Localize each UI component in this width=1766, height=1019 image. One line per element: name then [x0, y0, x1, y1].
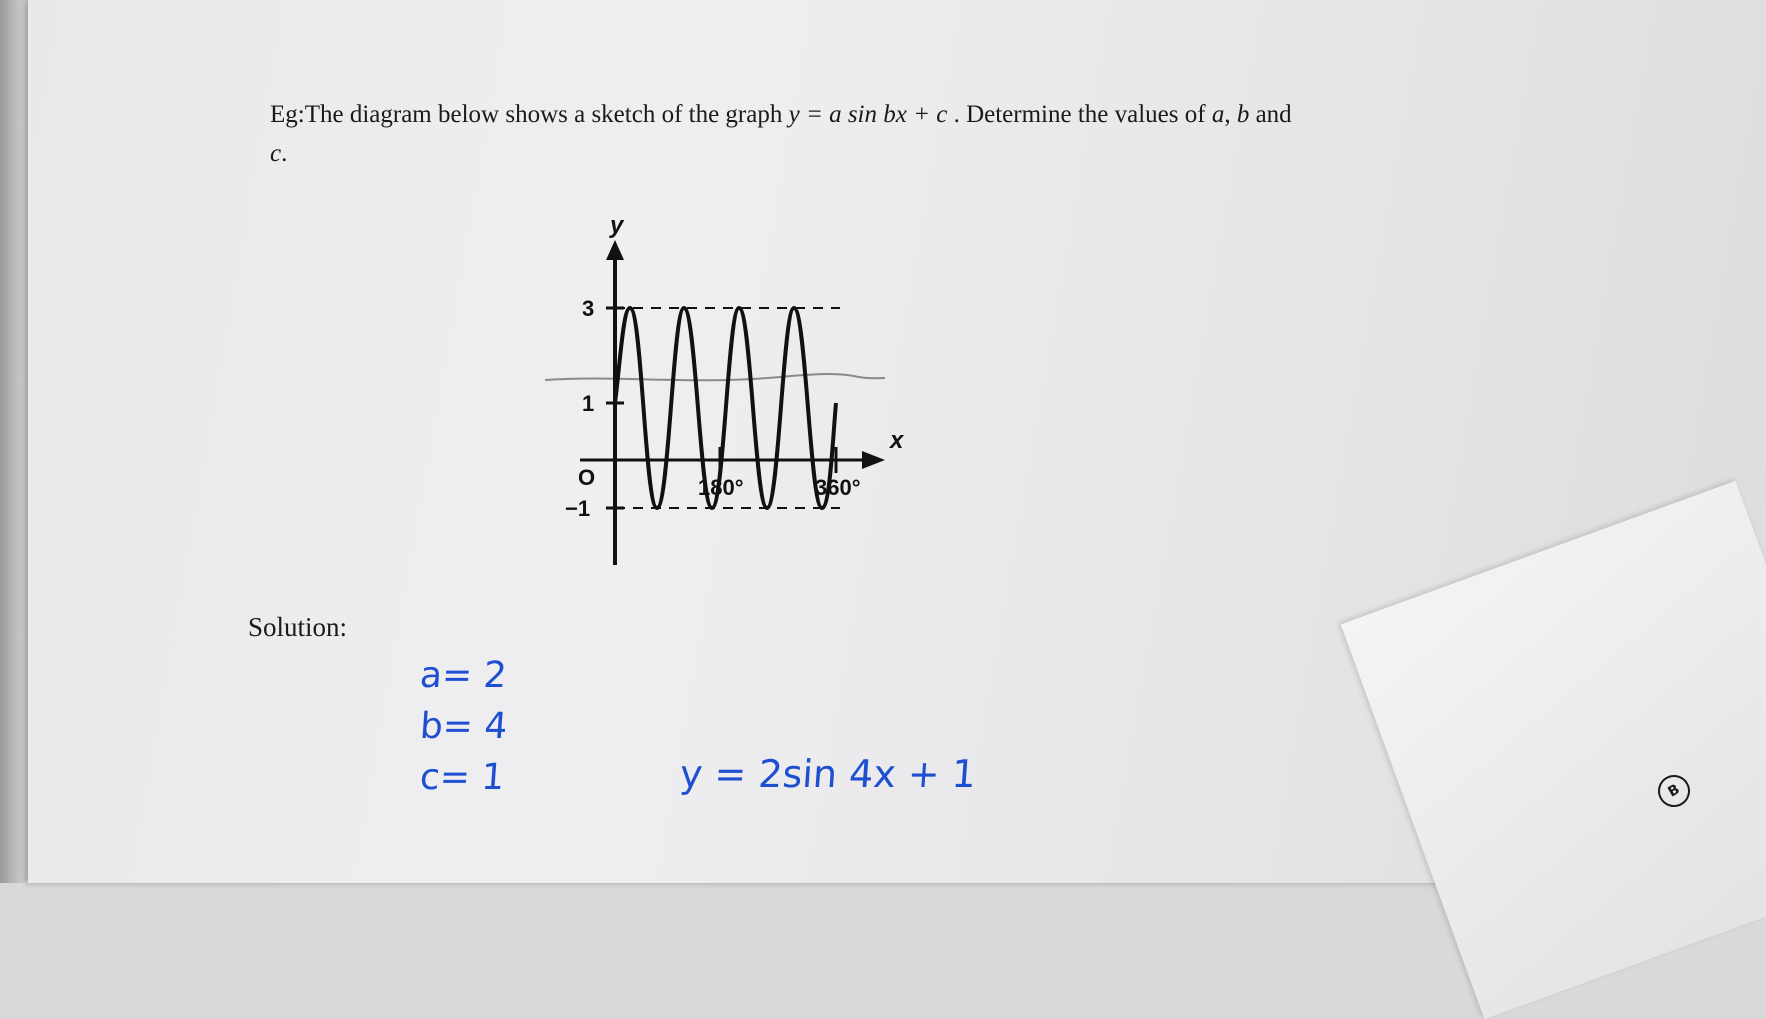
- solution-label: Solution:: [248, 612, 348, 642]
- y-axis-arrow-icon: [606, 240, 624, 260]
- handwritten-final-equation: y = 2sin 4x + 1: [678, 752, 978, 796]
- question-lead: Eg:The diagram below shows a sketch of the graph: [270, 101, 789, 128]
- question-text: [270, 96, 1600, 174]
- handwritten-b-value: b= 4: [418, 706, 509, 747]
- question-and: and: [1249, 101, 1292, 128]
- handwritten-a-value: a= 2: [418, 655, 509, 696]
- origin-label: O: [578, 465, 596, 490]
- tick-label-3: 3: [582, 296, 595, 321]
- question-var-a: a: [1211, 101, 1225, 128]
- y-axis-label: y: [610, 215, 624, 239]
- handwritten-c-value: c= 1: [418, 757, 506, 798]
- x-axis-label: x: [890, 427, 904, 454]
- tick-label-neg1: −1: [565, 496, 591, 521]
- question-tail: . Determine the values of: [947, 101, 1212, 128]
- corner-stamp-icon: B: [1652, 769, 1696, 813]
- pencil-midline: [545, 374, 885, 380]
- x-axis-arrow-icon: [862, 451, 885, 469]
- question-sep: ,: [1224, 101, 1237, 128]
- question-equation: y = a sin bx + c: [788, 101, 948, 128]
- question-var-b: b: [1236, 101, 1250, 128]
- question-end: .: [281, 139, 288, 167]
- tick-label-360: 360°: [815, 475, 861, 500]
- sine-graph: [540, 215, 940, 575]
- tick-label-1: 1: [582, 391, 595, 416]
- question-var-c: c: [270, 139, 282, 167]
- tick-label-180: 180°: [698, 475, 744, 500]
